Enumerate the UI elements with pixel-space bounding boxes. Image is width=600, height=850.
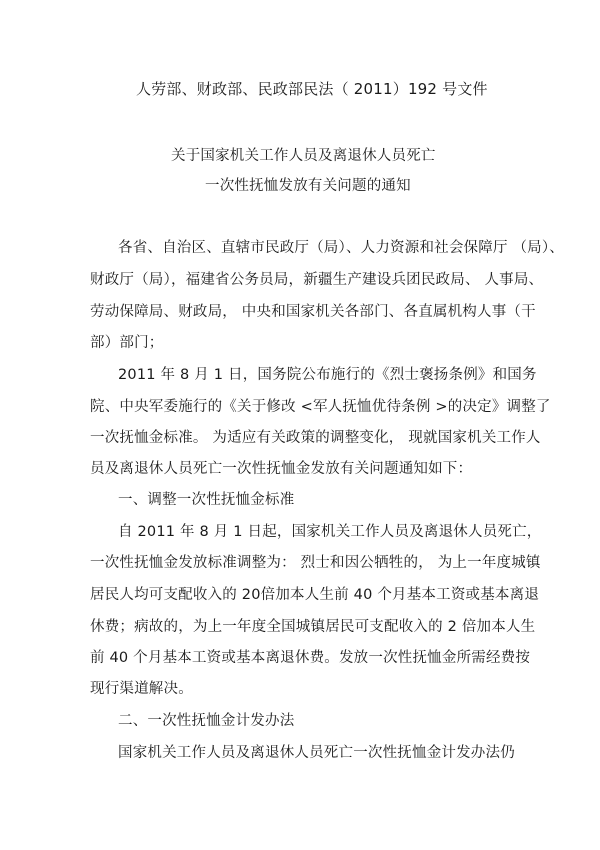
addressee-line: 部）部门； bbox=[90, 335, 164, 351]
section-1-line: 休费；病故的，为上一年度全国城镇居民可支配收入的 2 倍加本人生 bbox=[90, 619, 536, 635]
intro-line: 院、中央军委施行的《关于修改 <军人抚恤优待条例 >的决定》调整了 bbox=[90, 399, 551, 415]
section-1-line: 自 2011 年 8 月 1 日起，国家机关工作人员及离退休人员死亡， bbox=[118, 524, 542, 540]
section-1-heading: 一、调整一次性抚恤金标准 bbox=[118, 492, 295, 508]
addressee-line: 各省、自治区、直辖市民政厅（局）、人力资源和社会保障厅 （局）、 bbox=[118, 240, 565, 256]
section-1-line: 一次性抚恤金发放标准调整为： 烈士和因公牺牲的， 为上一年度城镇 bbox=[90, 555, 541, 571]
document-title-line-1: 关于国家机关工作人员及离退休人员死亡 bbox=[171, 148, 436, 164]
addressee-line: 劳动保障局、财政局， 中央和国家机关各部门、各直属机构人事（干 bbox=[90, 304, 536, 320]
section-2-line: 国家机关工作人员及离退休人员死亡一次性抚恤金计发办法仍 bbox=[118, 745, 515, 761]
document-number: 人劳部、财政部、民政部民法（ 2011）192 号文件 bbox=[136, 80, 488, 98]
section-1-line: 前 40 个月基本工资或基本离退休费。发放一次性抚恤金所需经费按 bbox=[90, 650, 531, 666]
section-1-line: 居民人均可支配收入的 20倍加本人生前 40 个月基本工资或基本离退 bbox=[90, 587, 540, 603]
document-title-line-2: 一次性抚恤发放有关问题的通知 bbox=[205, 178, 411, 194]
section-1-line: 现行渠道解决。 bbox=[90, 681, 193, 697]
addressee-line: 财政厅（局），福建省公务员局，新疆生产建设兵团民政局、 人事局、 bbox=[90, 272, 544, 288]
section-2-heading: 二、一次性抚恤金计发办法 bbox=[118, 713, 295, 729]
intro-line: 员及离退休人员死亡一次性抚恤金发放有关问题通知如下： bbox=[90, 461, 473, 477]
intro-line: 一次抚恤金标准。 为适应有关政策的调整变化， 现就国家机关工作人 bbox=[90, 430, 541, 446]
intro-line: 2011 年 8 月 1 日，国务院公布施行的《烈士褒扬条例》和国务 bbox=[118, 367, 537, 383]
